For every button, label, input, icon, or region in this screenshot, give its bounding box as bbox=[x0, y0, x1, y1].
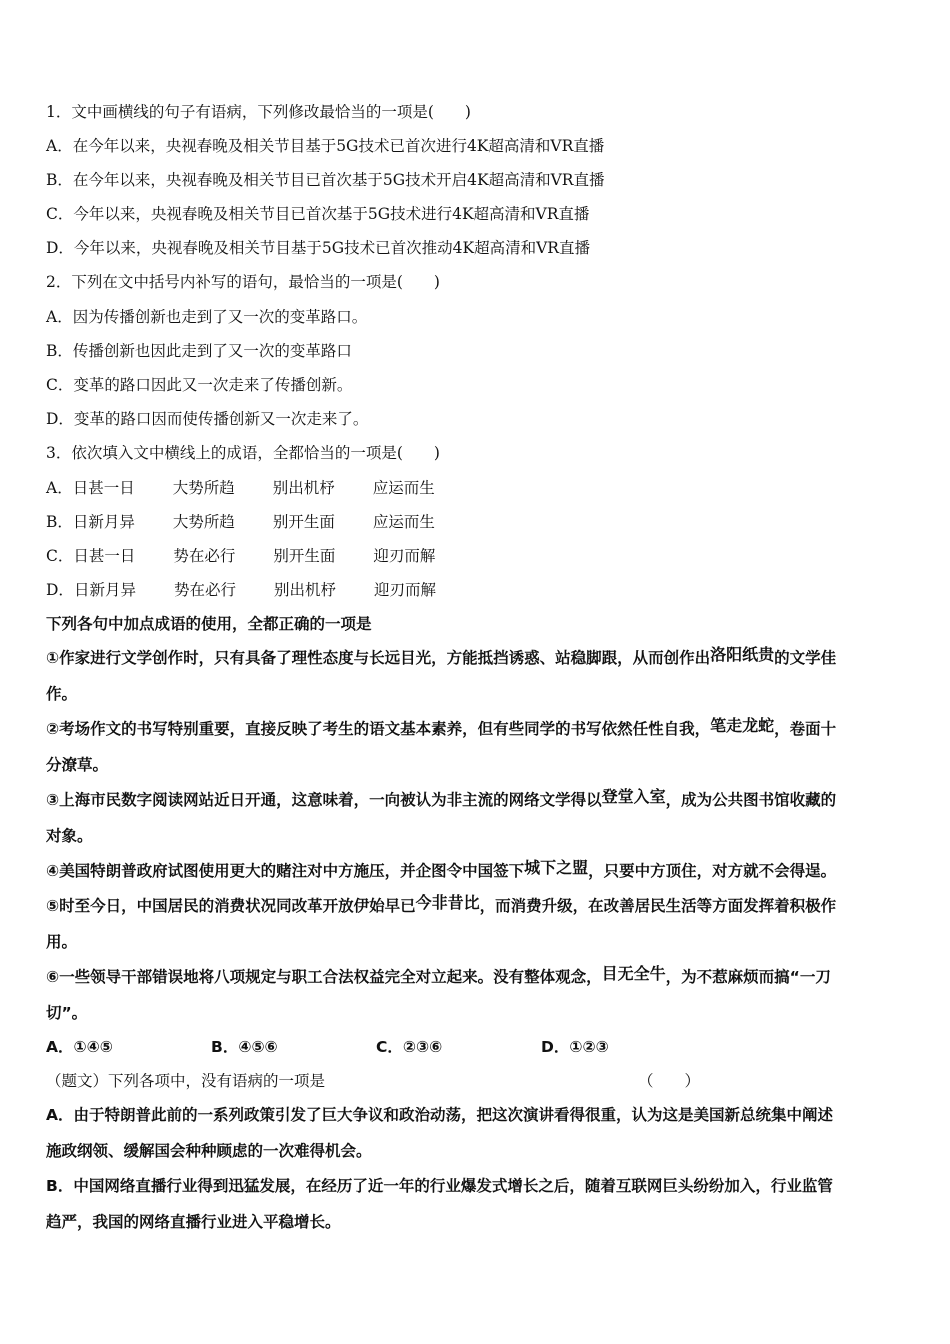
idiom: 笔走龙蛇 bbox=[710, 716, 775, 735]
q4-stem: 下列各句中加点成语的使用，全都正确的一项是 bbox=[46, 615, 372, 633]
idiom: 登堂入室 bbox=[601, 787, 666, 806]
q3-option-a: A．日甚一日 大势所趋 别出机杼 应运而生 bbox=[46, 479, 435, 497]
q4-sentence-2-cont: 分潦草。 bbox=[46, 756, 109, 774]
q3-option-c: C．日甚一日 势在必行 别开生面 迎刃而解 bbox=[46, 547, 436, 565]
idiom: 城下之盟 bbox=[524, 858, 589, 877]
q4-sentence-5-cont: 用。 bbox=[46, 933, 78, 951]
q4-sentence-5: ⑤时至今日，中国居民的消费状况同改革开放伊始早已今非昔比，而消费升级，在改善居民生活等方面发挥着积极作 bbox=[46, 893, 837, 915]
idiom: 目无全牛 bbox=[601, 964, 666, 983]
q3-option-b: B．日新月异 大势所趋 别开生面 应运而生 bbox=[46, 513, 435, 531]
q4-option-a: A．①④⑤ bbox=[46, 1038, 113, 1056]
q3-option-d: D．日新月异 势在必行 别出机杼 迎刃而解 bbox=[46, 581, 436, 599]
q2-option-b: B．传播创新也因此走到了又一次的变革路口 bbox=[46, 342, 352, 360]
q1-option-d: D．今年以来，央视春晚及相关节目基于5G技术已首次推动4K超高清和VR直播 bbox=[46, 239, 590, 257]
idiom: 洛阳纸贵 bbox=[710, 645, 775, 664]
q2-option-a: A．因为传播创新也走到了又一次的变革路口。 bbox=[46, 308, 368, 326]
q4-sentence-2: ②考场作文的书写特别重要，直接反映了考生的语文基本素养，但有些同学的书写依然任性自我，笔走龙蛇，卷面十 bbox=[46, 716, 837, 738]
q4-sentence-6-cont: 切”。 bbox=[46, 1004, 88, 1022]
q4-options bbox=[46, 1037, 706, 1057]
idiom: 今非昔比 bbox=[415, 893, 480, 912]
q2-stem: 2．下列在文中括号内补写的语句，最恰当的一项是( ) bbox=[46, 273, 440, 291]
q5-option-b: B．中国网络直播行业得到迅猛发展，在经历了近一年的行业爆发式增长之后，随着互联网巨头纷纷加入，行业监管 bbox=[46, 1177, 833, 1195]
q4-sentence-1: ①作家进行文学创作时，只有具备了理性态度与长远目光，方能抵挡诱惑、站稳脚跟，从而创作出洛阳纸贵的文学佳 bbox=[46, 645, 837, 667]
q5-option-b-cont: 趋严，我国的网络直播行业进入平稳增长。 bbox=[46, 1213, 341, 1231]
q4-sentence-3: ③上海市民数字阅读网站近日开通，这意味着，一向被认为非主流的网络文学得以登堂入室，成为公共图书馆收藏的 bbox=[46, 787, 837, 809]
q5-option-a-cont: 施政纲领、缓解国会种种顾虑的一次难得机会。 bbox=[46, 1142, 372, 1160]
q2-option-d: D．变革的路口因而使传播创新又一次走来了。 bbox=[46, 410, 369, 428]
q3-stem: 3．依次填入文中横线上的成语，全都恰当的一项是( ) bbox=[46, 444, 440, 462]
q4-option-c: C．②③⑥ bbox=[376, 1038, 443, 1056]
q5-answer-paren: （ ） bbox=[638, 1072, 701, 1090]
q4-option-d: D．①②③ bbox=[541, 1038, 609, 1056]
q4-sentence-1-cont: 作。 bbox=[46, 685, 78, 703]
q4-sentence-6: ⑥一些领导干部错误地将八项规定与职工合法权益完全对立起来。没有整体观念，目无全牛，为不惹麻烦而搞“一刀 bbox=[46, 964, 831, 986]
q1-option-b: B．在今年以来，央视春晚及相关节目已首次基于5G技术开启4K超高清和VR直播 bbox=[46, 171, 605, 189]
q1-option-c: C．今年以来，央视春晚及相关节目已首次基于5G技术进行4K超高清和VR直播 bbox=[46, 205, 590, 223]
q5-stem: （题文）下列各项中，没有语病的一项是 bbox=[46, 1072, 326, 1090]
q2-option-c: C．变革的路口因此又一次走来了传播创新。 bbox=[46, 376, 353, 394]
q4-sentence-4: ④美国特朗普政府试图使用更大的赌注对中方施压，并企图令中国签下城下之盟，只要中方顶住，对方就不会得逞。 bbox=[46, 858, 837, 880]
q1-stem: 1．文中画横线的句子有语病，下列修改最恰当的一项是( ) bbox=[46, 103, 471, 121]
q5-option-a: A．由于特朗普此前的一系列政策引发了巨大争议和政治动荡，把这次演讲看得很重，认为这是美国新总统集中阐述 bbox=[46, 1106, 833, 1124]
q1-option-a: A．在今年以来，央视春晚及相关节目基于5G技术已首次进行4K超高清和VR直播 bbox=[46, 137, 605, 155]
q4-option-b: B．④⑤⑥ bbox=[211, 1038, 278, 1056]
q4-sentence-3-cont: 对象。 bbox=[46, 827, 93, 845]
